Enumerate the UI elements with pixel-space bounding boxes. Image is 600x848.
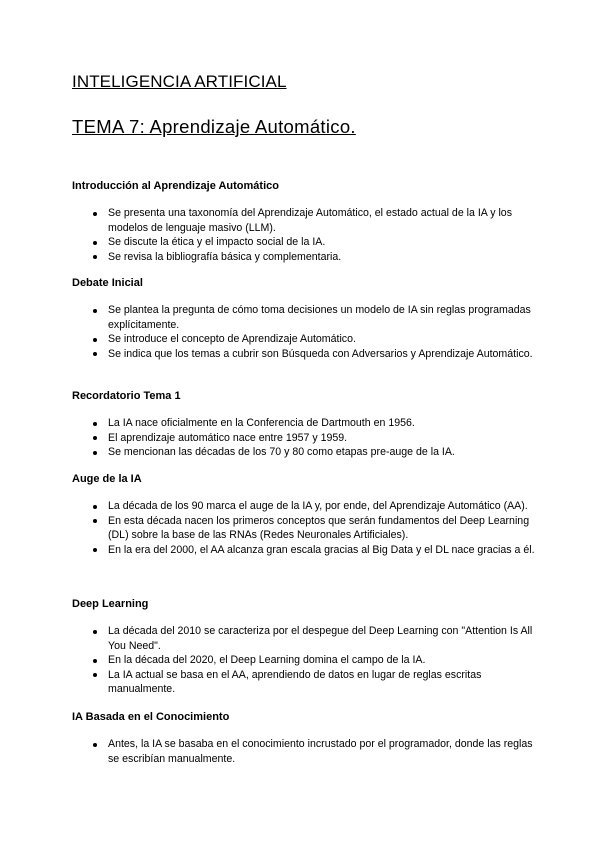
list-item: Se introduce el concepto de Aprendizaje Automático. [108, 332, 537, 347]
list-item: La década del 2010 se caracteriza por el despegue del Deep Learning con "Attention Is All You Need". [108, 624, 537, 653]
list-item: Se discute la ética y el impacto social de la IA. [108, 235, 537, 250]
list-item: Se revisa la bibliografía básica y complementaria. [108, 250, 537, 265]
section-heading: Debate Inicial [72, 277, 143, 289]
list-item: Antes, la IA se basaba en el conocimiento incrustado por el programador, donde las reglas se escribían manualmente. [108, 737, 537, 766]
section-heading: Auge de la IA [72, 473, 142, 485]
section [72, 710, 537, 766]
bullet-list [72, 624, 537, 697]
bullet-list [72, 737, 537, 766]
list-item: En esta década nacen los primeros conceptos que serán fundamentos del Deep Learning (DL) sobre la base de las RNAs (Redes Neuronales Artificiales). [108, 514, 537, 543]
section [72, 597, 537, 697]
list-item: Se presenta una taxonomía del Aprendizaje Automático, el estado actual de la IA y los modelos de lenguaje masivo (LLM). [108, 206, 537, 235]
document-title: INTELIGENCIA ARTIFICIAL [72, 72, 287, 91]
list-item: Se mencionan las décadas de los 70 y 80 como etapas pre-auge de la IA. [108, 445, 537, 460]
section-heading: Recordatorio Tema 1 [72, 390, 181, 402]
bullet-list [72, 206, 537, 264]
section [72, 472, 537, 557]
list-item: La IA actual se basa en el AA, aprendiendo de datos en lugar de reglas escritas manualmente. [108, 668, 537, 697]
bullet-list [72, 416, 537, 460]
list-item: Se indica que los temas a cubrir son Búsqueda con Adversarios y Aprendizaje Automático. [108, 347, 537, 362]
section-heading: Introducción al Aprendizaje Automático [72, 180, 279, 192]
list-item: En la era del 2000, el AA alcanza gran escala gracias al Big Data y el DL nace gracias a él. [108, 543, 537, 558]
list-item: El aprendizaje automático nace entre 1957 y 1959. [108, 431, 537, 446]
list-item: La IA nace oficialmente en la Conferencia de Dartmouth en 1956. [108, 416, 537, 431]
bullet-list [72, 303, 537, 361]
list-item: Se plantea la pregunta de cómo toma decisiones un modelo de IA sin reglas programadas explícitamente. [108, 303, 537, 332]
list-item: En la década del 2020, el Deep Learning domina el campo de la IA. [108, 653, 537, 668]
section [72, 179, 537, 264]
section-heading: IA Basada en el Conocimiento [72, 711, 230, 723]
section [72, 389, 537, 460]
section-heading: Deep Learning [72, 598, 149, 610]
bullet-list [72, 499, 537, 557]
document-subtitle: TEMA 7: Aprendizaje Automático. [72, 116, 356, 137]
list-item: La década de los 90 marca el auge de la IA y, por ende, del Aprendizaje Automático (AA). [108, 499, 537, 514]
section [72, 276, 537, 361]
